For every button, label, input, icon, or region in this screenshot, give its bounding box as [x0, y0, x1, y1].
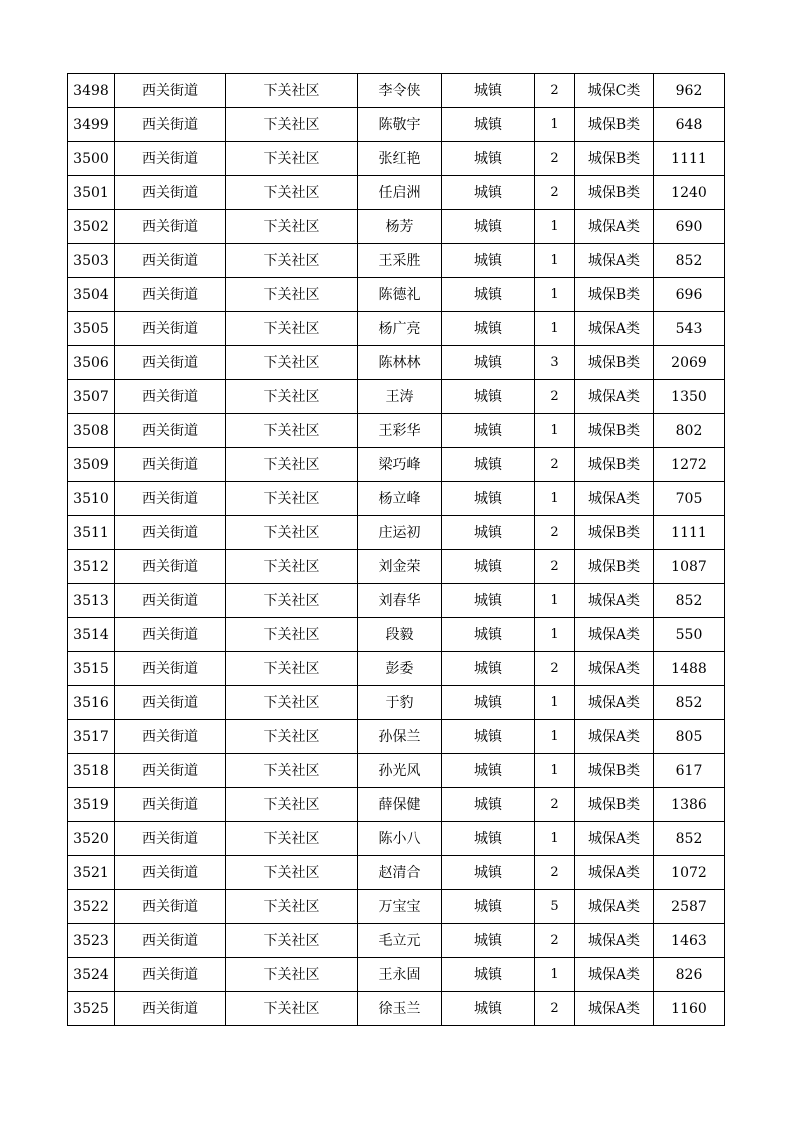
table-row	[68, 652, 725, 686]
insurance-category-cell: 城保A类	[575, 856, 654, 890]
amount-cell: 1240	[654, 176, 725, 210]
household-size-cell: 2	[535, 142, 575, 176]
subdistrict-cell: 西关街道	[115, 346, 226, 380]
insurance-category-cell: 城保B类	[575, 346, 654, 380]
person-name-cell: 陈小八	[358, 822, 442, 856]
community-cell: 下关社区	[226, 618, 358, 652]
serial-number-cell: 3509	[68, 448, 115, 482]
subdistrict-cell: 西关街道	[115, 550, 226, 584]
residence-type-cell: 城镇	[442, 618, 535, 652]
household-size-cell: 1	[535, 108, 575, 142]
residence-type-cell: 城镇	[442, 108, 535, 142]
household-size-cell: 1	[535, 958, 575, 992]
community-cell: 下关社区	[226, 448, 358, 482]
community-cell: 下关社区	[226, 856, 358, 890]
table-row	[68, 380, 725, 414]
table-row	[68, 584, 725, 618]
person-name-cell: 李令侠	[358, 74, 442, 108]
household-size-cell: 2	[535, 176, 575, 210]
household-size-cell: 2	[535, 788, 575, 822]
subdistrict-cell: 西关街道	[115, 584, 226, 618]
table-row	[68, 550, 725, 584]
serial-number-cell: 3515	[68, 652, 115, 686]
community-cell: 下关社区	[226, 550, 358, 584]
household-size-cell: 2	[535, 992, 575, 1026]
insurance-category-cell: 城保A类	[575, 482, 654, 516]
residence-type-cell: 城镇	[442, 74, 535, 108]
residence-type-cell: 城镇	[442, 414, 535, 448]
subdistrict-cell: 西关街道	[115, 380, 226, 414]
insurance-category-cell: 城保B类	[575, 414, 654, 448]
residence-type-cell: 城镇	[442, 312, 535, 346]
insurance-category-cell: 城保A类	[575, 312, 654, 346]
household-size-cell: 1	[535, 754, 575, 788]
household-size-cell: 2	[535, 74, 575, 108]
table-row	[68, 108, 725, 142]
subdistrict-cell: 西关街道	[115, 210, 226, 244]
table-row	[68, 890, 725, 924]
subdistrict-cell: 西关街道	[115, 754, 226, 788]
insurance-category-cell: 城保A类	[575, 890, 654, 924]
residence-type-cell: 城镇	[442, 822, 535, 856]
residence-type-cell: 城镇	[442, 720, 535, 754]
insurance-category-cell: 城保B类	[575, 550, 654, 584]
serial-number-cell: 3521	[68, 856, 115, 890]
community-cell: 下关社区	[226, 686, 358, 720]
table-row	[68, 516, 725, 550]
residence-type-cell: 城镇	[442, 788, 535, 822]
amount-cell: 705	[654, 482, 725, 516]
beneficiary-table	[67, 73, 725, 1026]
insurance-category-cell: 城保A类	[575, 380, 654, 414]
household-size-cell: 1	[535, 584, 575, 618]
community-cell: 下关社区	[226, 482, 358, 516]
amount-cell: 1087	[654, 550, 725, 584]
person-name-cell: 毛立元	[358, 924, 442, 958]
household-size-cell: 5	[535, 890, 575, 924]
insurance-category-cell: 城保B类	[575, 516, 654, 550]
insurance-category-cell: 城保A类	[575, 822, 654, 856]
insurance-category-cell: 城保A类	[575, 210, 654, 244]
residence-type-cell: 城镇	[442, 686, 535, 720]
amount-cell: 1272	[654, 448, 725, 482]
residence-type-cell: 城镇	[442, 958, 535, 992]
amount-cell: 826	[654, 958, 725, 992]
household-size-cell: 1	[535, 244, 575, 278]
community-cell: 下关社区	[226, 516, 358, 550]
table-row	[68, 312, 725, 346]
subdistrict-cell: 西关街道	[115, 312, 226, 346]
person-name-cell: 王涛	[358, 380, 442, 414]
person-name-cell: 任启洲	[358, 176, 442, 210]
subdistrict-cell: 西关街道	[115, 448, 226, 482]
insurance-category-cell: 城保A类	[575, 244, 654, 278]
person-name-cell: 孙光风	[358, 754, 442, 788]
amount-cell: 543	[654, 312, 725, 346]
subdistrict-cell: 西关街道	[115, 822, 226, 856]
table-row	[68, 346, 725, 380]
table-row	[68, 142, 725, 176]
serial-number-cell: 3522	[68, 890, 115, 924]
person-name-cell: 薛保健	[358, 788, 442, 822]
community-cell: 下关社区	[226, 584, 358, 618]
community-cell: 下关社区	[226, 142, 358, 176]
community-cell: 下关社区	[226, 924, 358, 958]
amount-cell: 696	[654, 278, 725, 312]
subdistrict-cell: 西关街道	[115, 924, 226, 958]
residence-type-cell: 城镇	[442, 346, 535, 380]
serial-number-cell: 3520	[68, 822, 115, 856]
serial-number-cell: 3524	[68, 958, 115, 992]
residence-type-cell: 城镇	[442, 754, 535, 788]
person-name-cell: 陈敬宇	[358, 108, 442, 142]
insurance-category-cell: 城保C类	[575, 74, 654, 108]
subdistrict-cell: 西关街道	[115, 244, 226, 278]
table-row	[68, 244, 725, 278]
amount-cell: 1072	[654, 856, 725, 890]
subdistrict-cell: 西关街道	[115, 414, 226, 448]
community-cell: 下关社区	[226, 74, 358, 108]
table-row	[68, 482, 725, 516]
residence-type-cell: 城镇	[442, 210, 535, 244]
insurance-category-cell: 城保A类	[575, 720, 654, 754]
serial-number-cell: 3517	[68, 720, 115, 754]
residence-type-cell: 城镇	[442, 652, 535, 686]
residence-type-cell: 城镇	[442, 550, 535, 584]
subdistrict-cell: 西关街道	[115, 108, 226, 142]
insurance-category-cell: 城保B类	[575, 108, 654, 142]
serial-number-cell: 3523	[68, 924, 115, 958]
amount-cell: 805	[654, 720, 725, 754]
residence-type-cell: 城镇	[442, 924, 535, 958]
amount-cell: 2069	[654, 346, 725, 380]
insurance-category-cell: 城保A类	[575, 686, 654, 720]
serial-number-cell: 3505	[68, 312, 115, 346]
household-size-cell: 1	[535, 618, 575, 652]
residence-type-cell: 城镇	[442, 244, 535, 278]
residence-type-cell: 城镇	[442, 992, 535, 1026]
person-name-cell: 王采胜	[358, 244, 442, 278]
person-name-cell: 梁巧峰	[358, 448, 442, 482]
household-size-cell: 2	[535, 516, 575, 550]
residence-type-cell: 城镇	[442, 278, 535, 312]
community-cell: 下关社区	[226, 414, 358, 448]
amount-cell: 852	[654, 584, 725, 618]
household-size-cell: 1	[535, 720, 575, 754]
amount-cell: 962	[654, 74, 725, 108]
insurance-category-cell: 城保B类	[575, 788, 654, 822]
amount-cell: 1160	[654, 992, 725, 1026]
person-name-cell: 杨广亮	[358, 312, 442, 346]
table-row	[68, 720, 725, 754]
community-cell: 下关社区	[226, 210, 358, 244]
insurance-category-cell: 城保B类	[575, 142, 654, 176]
insurance-category-cell: 城保A类	[575, 924, 654, 958]
person-name-cell: 杨立峰	[358, 482, 442, 516]
community-cell: 下关社区	[226, 312, 358, 346]
table-row	[68, 618, 725, 652]
subdistrict-cell: 西关街道	[115, 482, 226, 516]
household-size-cell: 1	[535, 686, 575, 720]
person-name-cell: 万宝宝	[358, 890, 442, 924]
person-name-cell: 杨芳	[358, 210, 442, 244]
serial-number-cell: 3507	[68, 380, 115, 414]
serial-number-cell: 3508	[68, 414, 115, 448]
subdistrict-cell: 西关街道	[115, 652, 226, 686]
residence-type-cell: 城镇	[442, 176, 535, 210]
subdistrict-cell: 西关街道	[115, 142, 226, 176]
table-body	[68, 74, 725, 1026]
amount-cell: 852	[654, 244, 725, 278]
table-row	[68, 210, 725, 244]
serial-number-cell: 3510	[68, 482, 115, 516]
household-size-cell: 2	[535, 448, 575, 482]
insurance-category-cell: 城保A类	[575, 618, 654, 652]
community-cell: 下关社区	[226, 992, 358, 1026]
person-name-cell: 王永固	[358, 958, 442, 992]
household-size-cell: 1	[535, 210, 575, 244]
person-name-cell: 于豹	[358, 686, 442, 720]
serial-number-cell: 3518	[68, 754, 115, 788]
person-name-cell: 庄运初	[358, 516, 442, 550]
table-row	[68, 686, 725, 720]
insurance-category-cell: 城保B类	[575, 448, 654, 482]
table-row	[68, 414, 725, 448]
community-cell: 下关社区	[226, 108, 358, 142]
person-name-cell: 陈德礼	[358, 278, 442, 312]
serial-number-cell: 3506	[68, 346, 115, 380]
community-cell: 下关社区	[226, 652, 358, 686]
insurance-category-cell: 城保A类	[575, 584, 654, 618]
insurance-category-cell: 城保B类	[575, 754, 654, 788]
serial-number-cell: 3514	[68, 618, 115, 652]
community-cell: 下关社区	[226, 788, 358, 822]
community-cell: 下关社区	[226, 278, 358, 312]
subdistrict-cell: 西关街道	[115, 278, 226, 312]
amount-cell: 617	[654, 754, 725, 788]
table-row	[68, 958, 725, 992]
amount-cell: 852	[654, 686, 725, 720]
residence-type-cell: 城镇	[442, 890, 535, 924]
community-cell: 下关社区	[226, 720, 358, 754]
person-name-cell: 彭委	[358, 652, 442, 686]
table-row	[68, 788, 725, 822]
table-row	[68, 278, 725, 312]
subdistrict-cell: 西关街道	[115, 74, 226, 108]
table-row	[68, 992, 725, 1026]
amount-cell: 852	[654, 822, 725, 856]
amount-cell: 690	[654, 210, 725, 244]
amount-cell: 1488	[654, 652, 725, 686]
amount-cell: 1386	[654, 788, 725, 822]
household-size-cell: 2	[535, 380, 575, 414]
insurance-category-cell: 城保A类	[575, 992, 654, 1026]
table-row	[68, 822, 725, 856]
serial-number-cell: 3500	[68, 142, 115, 176]
insurance-category-cell: 城保B类	[575, 176, 654, 210]
residence-type-cell: 城镇	[442, 584, 535, 618]
table-row	[68, 74, 725, 108]
amount-cell: 802	[654, 414, 725, 448]
residence-type-cell: 城镇	[442, 448, 535, 482]
table-row	[68, 924, 725, 958]
serial-number-cell: 3499	[68, 108, 115, 142]
household-size-cell: 1	[535, 312, 575, 346]
insurance-category-cell: 城保A类	[575, 652, 654, 686]
residence-type-cell: 城镇	[442, 856, 535, 890]
subdistrict-cell: 西关街道	[115, 788, 226, 822]
amount-cell: 2587	[654, 890, 725, 924]
person-name-cell: 陈林林	[358, 346, 442, 380]
table-row	[68, 448, 725, 482]
community-cell: 下关社区	[226, 380, 358, 414]
community-cell: 下关社区	[226, 244, 358, 278]
table-row	[68, 856, 725, 890]
person-name-cell: 王彩华	[358, 414, 442, 448]
household-size-cell: 2	[535, 652, 575, 686]
household-size-cell: 1	[535, 482, 575, 516]
serial-number-cell: 3513	[68, 584, 115, 618]
community-cell: 下关社区	[226, 958, 358, 992]
insurance-category-cell: 城保A类	[575, 958, 654, 992]
insurance-category-cell: 城保B类	[575, 278, 654, 312]
serial-number-cell: 3516	[68, 686, 115, 720]
subdistrict-cell: 西关街道	[115, 992, 226, 1026]
subdistrict-cell: 西关街道	[115, 618, 226, 652]
serial-number-cell: 3512	[68, 550, 115, 584]
serial-number-cell: 3502	[68, 210, 115, 244]
table-row	[68, 176, 725, 210]
serial-number-cell: 3504	[68, 278, 115, 312]
residence-type-cell: 城镇	[442, 516, 535, 550]
person-name-cell: 赵清合	[358, 856, 442, 890]
subdistrict-cell: 西关街道	[115, 890, 226, 924]
serial-number-cell: 3525	[68, 992, 115, 1026]
subdistrict-cell: 西关街道	[115, 958, 226, 992]
household-size-cell: 1	[535, 278, 575, 312]
subdistrict-cell: 西关街道	[115, 686, 226, 720]
serial-number-cell: 3519	[68, 788, 115, 822]
amount-cell: 648	[654, 108, 725, 142]
person-name-cell: 刘金荣	[358, 550, 442, 584]
amount-cell: 550	[654, 618, 725, 652]
person-name-cell: 徐玉兰	[358, 992, 442, 1026]
amount-cell: 1111	[654, 516, 725, 550]
subdistrict-cell: 西关街道	[115, 176, 226, 210]
amount-cell: 1111	[654, 142, 725, 176]
subdistrict-cell: 西关街道	[115, 856, 226, 890]
person-name-cell: 张红艳	[358, 142, 442, 176]
serial-number-cell: 3498	[68, 74, 115, 108]
table-row	[68, 754, 725, 788]
community-cell: 下关社区	[226, 176, 358, 210]
person-name-cell: 孙保兰	[358, 720, 442, 754]
community-cell: 下关社区	[226, 890, 358, 924]
residence-type-cell: 城镇	[442, 482, 535, 516]
household-size-cell: 2	[535, 924, 575, 958]
serial-number-cell: 3501	[68, 176, 115, 210]
household-size-cell: 2	[535, 856, 575, 890]
serial-number-cell: 3503	[68, 244, 115, 278]
amount-cell: 1350	[654, 380, 725, 414]
household-size-cell: 1	[535, 414, 575, 448]
residence-type-cell: 城镇	[442, 142, 535, 176]
subdistrict-cell: 西关街道	[115, 720, 226, 754]
community-cell: 下关社区	[226, 822, 358, 856]
household-size-cell: 1	[535, 822, 575, 856]
subdistrict-cell: 西关街道	[115, 516, 226, 550]
person-name-cell: 刘春华	[358, 584, 442, 618]
community-cell: 下关社区	[226, 754, 358, 788]
serial-number-cell: 3511	[68, 516, 115, 550]
household-size-cell: 3	[535, 346, 575, 380]
person-name-cell: 段毅	[358, 618, 442, 652]
amount-cell: 1463	[654, 924, 725, 958]
residence-type-cell: 城镇	[442, 380, 535, 414]
household-size-cell: 2	[535, 550, 575, 584]
community-cell: 下关社区	[226, 346, 358, 380]
